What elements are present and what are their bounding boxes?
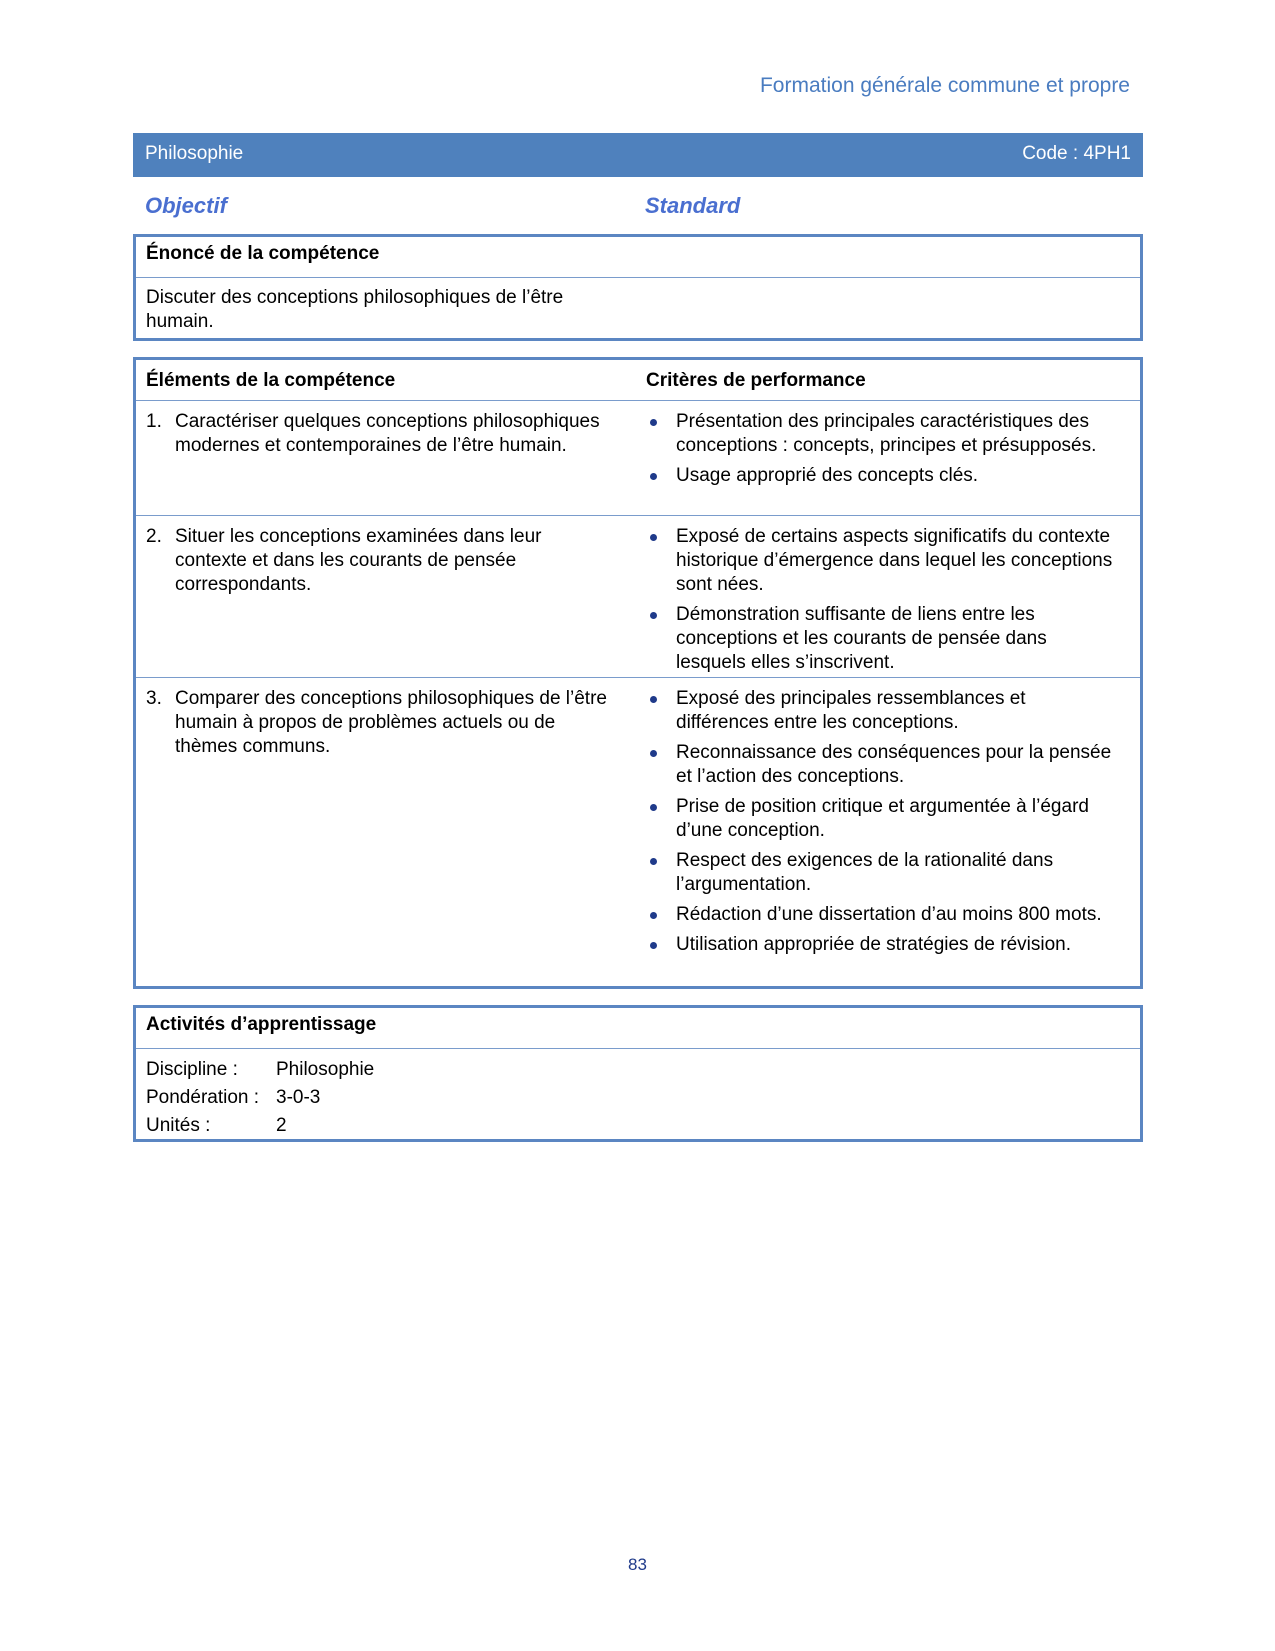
criterion-item — [646, 603, 1116, 675]
objectif-label: Objectif — [145, 193, 227, 218]
enonce-line-2: humain. — [146, 311, 214, 332]
course-band — [133, 133, 1143, 177]
course-subject: Philosophie — [145, 143, 244, 164]
criterion-text: Reconnaissance des conséquences pour la pensée et l’action des conceptions. — [676, 742, 1112, 787]
criteria-cell — [646, 687, 1116, 963]
enonce-text — [136, 278, 1140, 342]
discipline-label: Discipline : — [146, 1059, 238, 1080]
bullet-icon — [650, 696, 657, 703]
course-code: Code : 4PH1 — [1022, 143, 1131, 164]
discipline-line — [136, 1059, 1140, 1087]
col-criteres-header: Critères de performance — [646, 370, 866, 391]
element-text: Situer les conceptions examinées dans leur contexte et dans les courants de pensée correspondants. — [175, 526, 542, 595]
bullet-icon — [650, 534, 657, 541]
element-number: 3. — [146, 688, 162, 709]
criterion-text: Utilisation appropriée de stratégies de révision. — [676, 934, 1071, 955]
bullet-icon — [650, 912, 657, 919]
enonce-line-1: Discuter des conceptions philosophiques de l’être — [146, 287, 564, 308]
ponderation-label: Pondération : — [146, 1087, 260, 1108]
unites-value: 2 — [276, 1115, 287, 1136]
criterion-item — [646, 849, 1116, 897]
criterion-item — [646, 903, 1116, 927]
criterion-text: Prise de position critique et argumentée à l’égard d’une conception. — [676, 796, 1089, 841]
criterion-text: Démonstration suffisante de liens entre les conceptions et les courants de pensée dans lesquels elles s’inscrivent. — [676, 604, 1047, 673]
element-text: Caractériser quelques conceptions philosophiques modernes et contemporaines de l’être humain. — [175, 411, 600, 456]
bullet-icon — [650, 473, 657, 480]
competence-table — [133, 357, 1143, 989]
criterion-item — [646, 410, 1116, 458]
criterion-text: Présentation des principales caractéristiques des conceptions : concepts, principes et présupposés. — [676, 411, 1097, 456]
bullet-icon — [650, 419, 657, 426]
criteria-cell — [646, 410, 1116, 494]
criterion-text: Usage approprié des concepts clés. — [676, 465, 979, 486]
element-number: 2. — [146, 526, 162, 547]
criterion-item — [646, 741, 1116, 789]
criterion-text: Exposé de certains aspects significatifs du contexte historique d’émergence dans lequel les conceptions sont nées. — [676, 526, 1113, 595]
ponderation-line — [136, 1087, 1140, 1115]
table-row — [136, 401, 1140, 516]
table-row — [136, 678, 1140, 978]
unites-line — [136, 1115, 1140, 1143]
unites-label: Unités : — [146, 1115, 211, 1136]
bullet-icon — [650, 804, 657, 811]
ponderation-value: 3-0-3 — [276, 1087, 321, 1108]
enonce-heading: Énoncé de la compétence — [136, 237, 1140, 278]
criterion-text: Exposé des principales ressemblances et différences entre les conceptions. — [676, 688, 1026, 733]
element-number: 1. — [146, 411, 162, 432]
activites-box — [133, 1005, 1143, 1142]
bullet-icon — [650, 942, 657, 949]
program-title: Formation générale commune et propre — [759, 74, 1130, 97]
discipline-value: Philosophie — [276, 1059, 375, 1080]
criterion-item — [646, 525, 1116, 597]
element-text: Comparer des conceptions philosophiques de l’être humain à propos de problèmes actuels ou de thèmes communs. — [175, 688, 607, 757]
criteria-cell — [646, 525, 1116, 681]
activites-heading: Activités d’apprentissage — [136, 1008, 1140, 1049]
criterion-text: Rédaction d’une dissertation d’au moins 800 mots. — [676, 904, 1102, 925]
enonce-box — [133, 234, 1143, 341]
table-row — [136, 516, 1140, 678]
activites-body — [136, 1049, 1140, 1143]
criterion-item — [646, 933, 1116, 957]
bullet-icon — [650, 612, 657, 619]
standard-label: Standard — [645, 193, 741, 218]
bullet-icon — [650, 750, 657, 757]
bullet-icon — [650, 858, 657, 865]
criterion-item — [646, 464, 1116, 488]
criterion-text: Respect des exigences de la rationalité dans l’argumentation. — [676, 850, 1054, 895]
criterion-item — [646, 687, 1116, 735]
criterion-item — [646, 795, 1116, 843]
page-number: 83 — [628, 1555, 647, 1574]
objectif-standard-row — [145, 193, 1145, 223]
table-header — [136, 360, 1140, 401]
col-elements-header: Éléments de la compétence — [146, 370, 396, 391]
